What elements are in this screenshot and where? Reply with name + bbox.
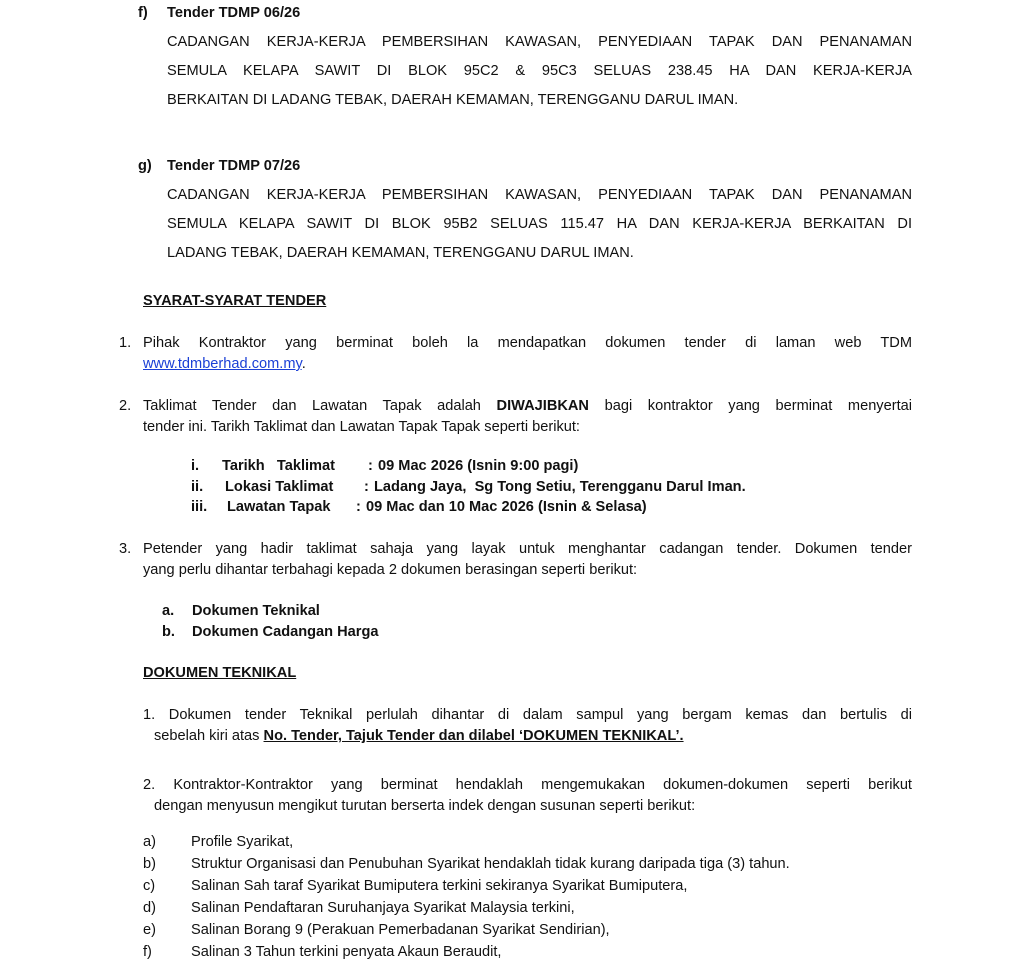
teknikal-item1-line2	[154, 728, 684, 744]
list-item-marker: f)	[143, 944, 152, 960]
list-item-text: Salinan 3 Tahun terkini penyata Akaun Beraudit,	[191, 944, 502, 960]
syarat-item3-line: Petender yang hadir taklimat sahaja yang layak untuk menghantar cadangan tender. Dokumen tender	[143, 541, 912, 557]
syarat-item2-line	[143, 398, 912, 414]
diwajibkan-emphasis: DIWAJIBKAN	[496, 398, 589, 414]
schedule-row	[191, 499, 647, 515]
syarat-item2-line2: tender ini. Tarikh Taklimat dan Lawatan Tapak Tapak seperti berikut:	[143, 419, 580, 435]
list-item-marker: b)	[143, 856, 156, 872]
teknikal-heading: DOKUMEN TEKNIKAL	[143, 665, 297, 681]
list-item-text: Struktur Organisasi dan Penubuhan Syarikat hendaklah tidak kurang daripada tiga (3) tahun.	[191, 856, 790, 872]
document-type-marker: b.	[162, 624, 175, 640]
syarat-item3-number: 3.	[119, 541, 132, 557]
document-type-marker: a.	[162, 603, 175, 619]
schedule-number: iii.	[191, 499, 208, 515]
syarat-item1-number: 1.	[119, 335, 132, 351]
list-item-text: Salinan Borang 9 (Perakuan Pemerbadanan Syarikat Sendirian),	[191, 922, 610, 938]
syarat-item1-line2	[143, 356, 306, 372]
syarat-item1-line: Pihak Kontraktor yang berminat boleh la mendapatkan dokumen tender di laman web TDM	[143, 335, 912, 351]
label-instruction-emphasis: No. Tender, Tajuk Tender dan dilabel ‘DOKUMEN TEKNIKAL’.	[263, 728, 684, 744]
syarat-item2-text-a: Taklimat Tender dan Lawatan Tapak adalah	[143, 398, 481, 414]
list-item	[143, 900, 575, 916]
schedule-value: 09 Mac dan 10 Mac 2026 (Isnin & Selasa)	[366, 499, 647, 515]
document-type-label: Dokumen Cadangan Harga	[192, 624, 379, 640]
tender-f-line: CADANGAN KERJA-KERJA PEMBERSIHAN KAWASAN, PENYEDIAAN TAPAK DAN PENANAMAN	[167, 34, 912, 50]
list-item-text: Profile Syarikat,	[191, 834, 294, 850]
syarat-item1-period: .	[301, 356, 306, 372]
teknikal-item1-line: 1. Dokumen tender Teknikal perlulah dihantar di dalam sampul yang bergam kemas dan bertulis di	[143, 707, 912, 723]
syarat-item3-line2: yang perlu dihantar terbahagi kepada 2 dokumen berasingan seperti berikut:	[143, 562, 638, 578]
schedule-row	[191, 479, 746, 495]
schedule-number: ii.	[191, 479, 204, 495]
list-item	[143, 878, 687, 894]
tender-g-marker: g)	[138, 158, 152, 174]
list-item-marker: c)	[143, 878, 156, 894]
schedule-label: Lawatan Tapak	[227, 499, 331, 515]
syarat-heading: SYARAT-SYARAT TENDER	[143, 293, 327, 309]
teknikal-item1-text-a: sebelah kiri atas	[154, 728, 260, 744]
syarat-item2-number: 2.	[119, 398, 132, 414]
tender-f-title: Tender TDMP 06/26	[167, 5, 301, 21]
tender-g-line: CADANGAN KERJA-KERJA PEMBERSIHAN KAWASAN, PENYEDIAAN TAPAK DAN PENANAMAN	[167, 187, 912, 203]
teknikal-item2-line: 2. Kontraktor-Kontraktor yang berminat hendaklah mengemukakan dokumen-dokumen seperti berikut	[143, 777, 912, 793]
syarat-item2-text-b: bagi kontraktor yang berminat menyertai	[604, 398, 912, 414]
schedule-separator: :	[364, 479, 369, 495]
tender-f-line: SEMULA KELAPA SAWIT DI BLOK 95C2 & 95C3 SELUAS 238.45 HA DAN KERJA-KERJA	[167, 63, 912, 79]
tender-g-title: Tender TDMP 07/26	[167, 158, 301, 174]
tender-g-line: LADANG TEBAK, DAERAH KEMAMAN, TERENGGANU DARUL IMAN.	[167, 245, 634, 261]
list-item	[143, 922, 610, 938]
list-item	[143, 834, 293, 850]
list-item-marker: e)	[143, 922, 156, 938]
tender-g-line: SEMULA KELAPA SAWIT DI BLOK 95B2 SELUAS 115.47 HA DAN KERJA-KERJA BERKAITAN DI	[167, 216, 912, 232]
schedule-label: Tarikh Taklimat	[222, 458, 336, 474]
tender-f-line: BERKAITAN DI LADANG TEBAK, DAERAH KEMAMAN, TERENGGANU DARUL IMAN.	[167, 92, 739, 108]
document-type-item	[162, 624, 379, 640]
document-type-item	[162, 603, 320, 619]
schedule-label: Lokasi Taklimat	[225, 479, 334, 495]
list-item	[143, 944, 501, 960]
list-item-text: Salinan Pendaftaran Suruhanjaya Syarikat Malaysia terkini,	[191, 900, 575, 916]
schedule-value: 09 Mac 2026 (Isnin 9:00 pagi)	[378, 458, 579, 474]
teknikal-item2-line2: dengan menyusun mengikut turutan berserta indek dengan susunan seperti berikut:	[154, 798, 696, 814]
tender-f-marker: f)	[138, 5, 148, 21]
schedule-row	[191, 458, 578, 474]
tdm-website-link[interactable]: www.tdmberhad.com.my	[143, 356, 302, 372]
schedule-separator: :	[356, 499, 361, 515]
list-item-marker: d)	[143, 900, 156, 916]
list-item	[143, 856, 790, 872]
list-item-marker: a)	[143, 834, 156, 850]
schedule-separator: :	[368, 458, 373, 474]
schedule-value: Ladang Jaya, Sg Tong Setiu, Terengganu Darul Iman.	[374, 479, 746, 495]
document-type-label: Dokumen Teknikal	[192, 603, 320, 619]
list-item-text: Salinan Sah taraf Syarikat Bumiputera terkini sekiranya Syarikat Bumiputera,	[191, 878, 688, 894]
schedule-number: i.	[191, 458, 200, 474]
